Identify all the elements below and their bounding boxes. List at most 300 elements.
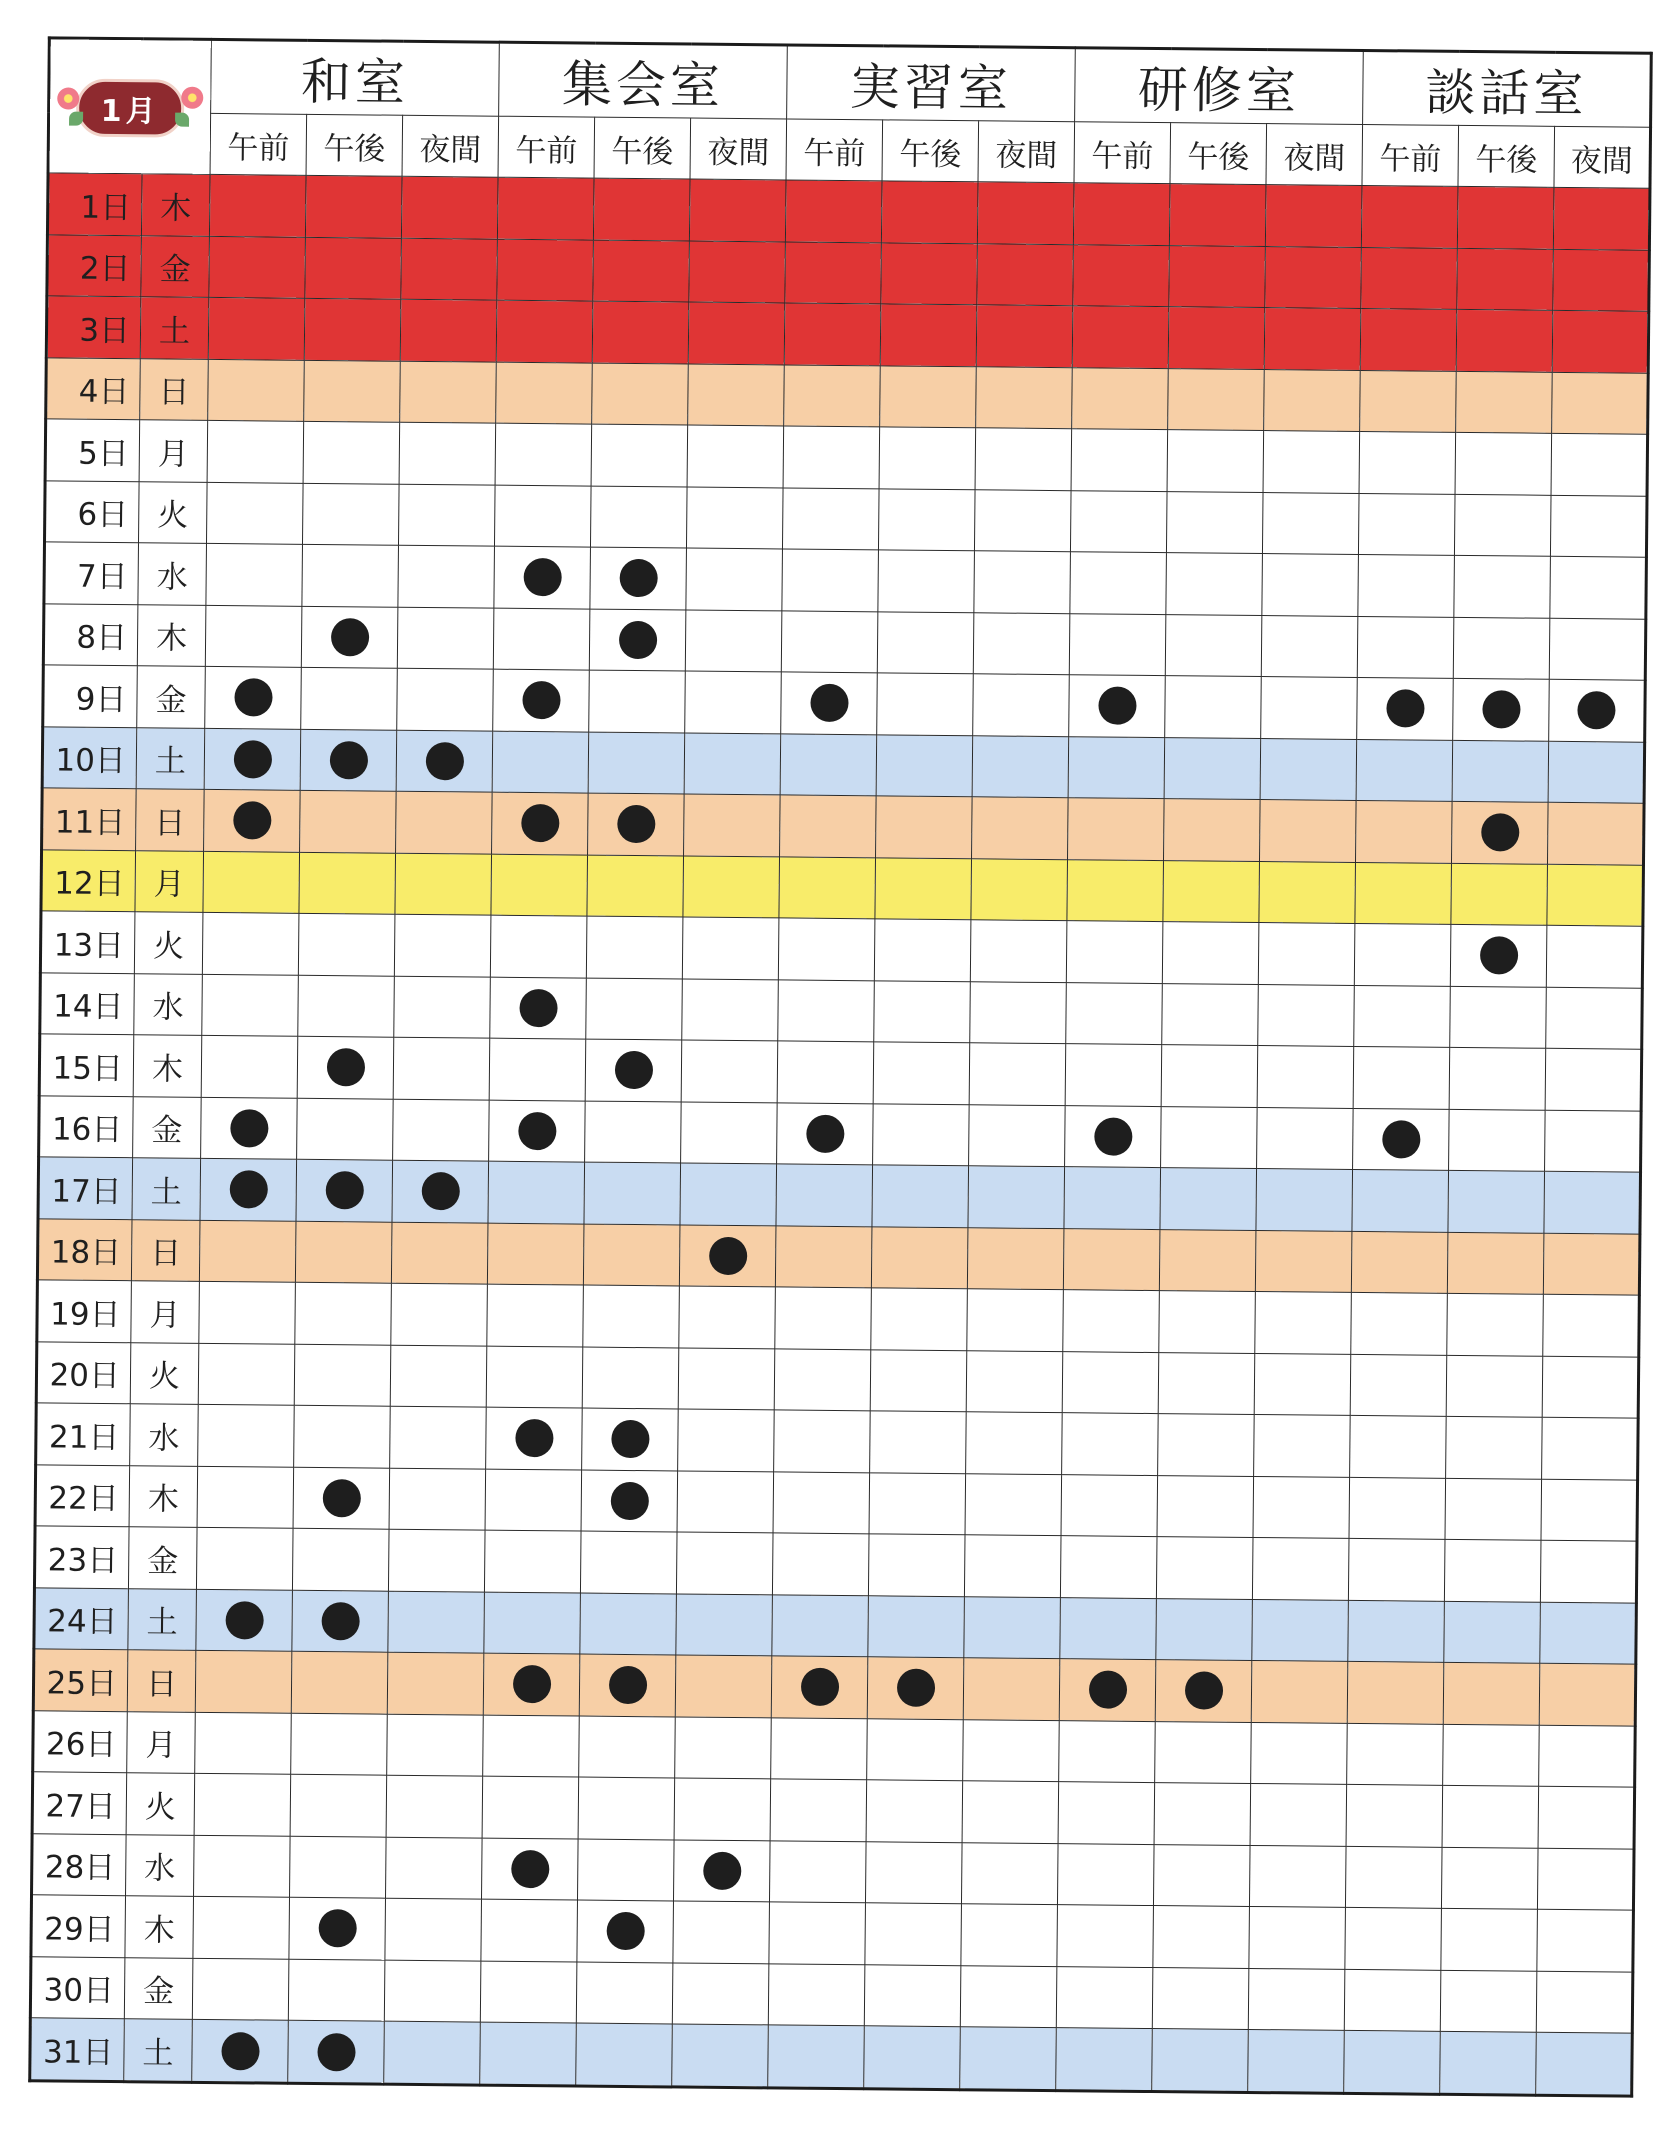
slot-cell[interactable]	[394, 914, 491, 976]
slot-cell[interactable]	[1446, 1355, 1543, 1417]
slot-cell[interactable]	[679, 1286, 776, 1348]
slot-cell[interactable]	[294, 1405, 391, 1467]
slot-cell[interactable]	[682, 917, 779, 979]
slot-cell[interactable]	[1061, 1474, 1158, 1536]
slot-cell[interactable]	[1056, 2028, 1153, 2092]
slot-cell[interactable]	[1254, 1415, 1351, 1477]
slot-cell[interactable]	[1258, 923, 1355, 985]
slot-cell[interactable]	[1456, 309, 1553, 371]
slot-cell[interactable]	[966, 1350, 1063, 1412]
slot-cell[interactable]	[868, 1595, 965, 1657]
slot-cell[interactable]	[970, 920, 1067, 982]
slot-cell[interactable]	[781, 672, 878, 734]
slot-cell[interactable]	[674, 1778, 771, 1840]
slot-cell[interactable]	[398, 484, 495, 546]
slot-cell[interactable]	[871, 1288, 968, 1350]
slot-cell[interactable]	[387, 1652, 484, 1714]
slot-cell[interactable]	[1060, 1597, 1157, 1659]
slot-cell[interactable]	[779, 856, 876, 918]
slot-cell[interactable]	[1154, 1844, 1251, 1906]
slot-cell[interactable]	[1164, 737, 1261, 799]
slot-cell[interactable]	[783, 487, 880, 549]
slot-cell[interactable]	[785, 180, 882, 242]
slot-cell[interactable]	[393, 1099, 490, 1161]
slot-cell[interactable]	[681, 1101, 778, 1163]
slot-cell[interactable]	[1360, 308, 1457, 370]
slot-cell[interactable]	[482, 1838, 579, 1900]
slot-cell[interactable]	[881, 242, 978, 304]
slot-cell[interactable]	[1537, 1909, 1634, 1971]
slot-cell[interactable]	[194, 1835, 291, 1897]
slot-cell[interactable]	[874, 980, 971, 1042]
slot-cell[interactable]	[975, 428, 1072, 490]
slot-cell[interactable]	[389, 1468, 486, 1530]
slot-cell[interactable]	[1361, 185, 1458, 247]
slot-cell[interactable]	[1155, 1721, 1252, 1783]
slot-cell[interactable]	[493, 608, 590, 670]
slot-cell[interactable]	[1059, 1720, 1156, 1782]
slot-cell[interactable]	[784, 364, 881, 426]
slot-cell[interactable]	[397, 668, 494, 730]
slot-cell[interactable]	[1250, 1845, 1347, 1907]
slot-cell[interactable]	[674, 1839, 771, 1901]
slot-cell[interactable]	[1449, 1109, 1546, 1171]
slot-cell[interactable]	[298, 913, 395, 975]
slot-cell[interactable]	[1539, 1663, 1636, 1725]
slot-cell[interactable]	[295, 1221, 392, 1283]
slot-cell[interactable]	[578, 1777, 675, 1839]
slot-cell[interactable]	[1168, 307, 1265, 369]
slot-cell[interactable]	[1553, 187, 1650, 249]
slot-cell[interactable]	[484, 1592, 581, 1654]
slot-cell[interactable]	[579, 1654, 676, 1716]
slot-cell[interactable]	[969, 1043, 1066, 1105]
slot-cell[interactable]	[784, 303, 881, 365]
slot-cell[interactable]	[976, 305, 1073, 367]
slot-cell[interactable]	[1538, 1848, 1635, 1910]
slot-cell[interactable]	[485, 1469, 582, 1531]
slot-cell[interactable]	[209, 236, 306, 298]
slot-cell[interactable]	[494, 546, 591, 608]
slot-cell[interactable]	[1161, 1106, 1258, 1168]
slot-cell[interactable]	[290, 1774, 387, 1836]
slot-cell[interactable]	[301, 606, 398, 668]
slot-cell[interactable]	[201, 1097, 298, 1159]
slot-cell[interactable]	[1251, 1722, 1348, 1784]
slot-cell[interactable]	[1452, 801, 1549, 863]
slot-cell[interactable]	[577, 1900, 674, 1962]
slot-cell[interactable]	[1356, 800, 1453, 862]
slot-cell[interactable]	[772, 1533, 869, 1595]
slot-cell[interactable]	[1355, 862, 1452, 924]
slot-cell[interactable]	[776, 1164, 873, 1226]
slot-cell[interactable]	[1359, 431, 1456, 493]
slot-cell[interactable]	[497, 239, 594, 301]
slot-cell[interactable]	[291, 1651, 388, 1713]
slot-cell[interactable]	[388, 1591, 485, 1653]
slot-cell[interactable]	[769, 1902, 866, 1964]
slot-cell[interactable]	[1553, 249, 1650, 311]
slot-cell[interactable]	[963, 1719, 1060, 1781]
slot-cell[interactable]	[973, 612, 1070, 674]
slot-cell[interactable]	[206, 482, 303, 544]
slot-cell[interactable]	[780, 733, 877, 795]
slot-cell[interactable]	[867, 1657, 964, 1719]
slot-cell[interactable]	[305, 237, 402, 299]
slot-cell[interactable]	[490, 977, 587, 1039]
slot-cell[interactable]	[492, 792, 589, 854]
slot-cell[interactable]	[592, 301, 689, 363]
slot-cell[interactable]	[400, 299, 497, 361]
slot-cell[interactable]	[480, 2022, 577, 2086]
slot-cell[interactable]	[676, 1593, 773, 1655]
slot-cell[interactable]	[1549, 618, 1646, 680]
slot-cell[interactable]	[774, 1410, 871, 1472]
slot-cell[interactable]	[580, 1593, 677, 1655]
slot-cell[interactable]	[1352, 1169, 1449, 1231]
slot-cell[interactable]	[1251, 1660, 1348, 1722]
slot-cell[interactable]	[490, 915, 587, 977]
slot-cell[interactable]	[682, 978, 779, 1040]
slot-cell[interactable]	[1454, 555, 1551, 617]
slot-cell[interactable]	[681, 1040, 778, 1102]
slot-cell[interactable]	[1351, 1292, 1448, 1354]
slot-cell[interactable]	[1253, 1476, 1350, 1538]
slot-cell[interactable]	[971, 858, 1068, 920]
slot-cell[interactable]	[1158, 1352, 1255, 1414]
slot-cell[interactable]	[1072, 367, 1169, 429]
slot-cell[interactable]	[578, 1839, 675, 1901]
slot-cell[interactable]	[388, 1529, 485, 1591]
slot-cell[interactable]	[768, 2025, 865, 2089]
slot-cell[interactable]	[683, 855, 780, 917]
slot-cell[interactable]	[487, 1284, 584, 1346]
slot-cell[interactable]	[1168, 368, 1265, 430]
slot-cell[interactable]	[1540, 1540, 1637, 1602]
slot-cell[interactable]	[771, 1656, 868, 1718]
slot-cell[interactable]	[1455, 494, 1552, 556]
slot-cell[interactable]	[1256, 1169, 1353, 1231]
slot-cell[interactable]	[972, 735, 1069, 797]
slot-cell[interactable]	[1255, 1230, 1352, 1292]
slot-cell[interactable]	[866, 1841, 963, 1903]
slot-cell[interactable]	[876, 734, 973, 796]
slot-cell[interactable]	[1350, 1415, 1447, 1477]
slot-cell[interactable]	[864, 2026, 961, 2090]
slot-cell[interactable]	[1541, 1479, 1638, 1541]
slot-cell[interactable]	[300, 729, 397, 791]
slot-cell[interactable]	[199, 1281, 296, 1343]
slot-cell[interactable]	[782, 549, 879, 611]
slot-cell[interactable]	[679, 1224, 776, 1286]
slot-cell[interactable]	[675, 1716, 772, 1778]
slot-cell[interactable]	[1166, 491, 1263, 553]
slot-cell[interactable]	[675, 1655, 772, 1717]
slot-cell[interactable]	[299, 852, 396, 914]
slot-cell[interactable]	[866, 1780, 963, 1842]
slot-cell[interactable]	[482, 1776, 579, 1838]
slot-cell[interactable]	[290, 1836, 387, 1898]
slot-cell[interactable]	[395, 853, 492, 915]
slot-cell[interactable]	[673, 1901, 770, 1963]
slot-cell[interactable]	[1070, 552, 1167, 614]
slot-cell[interactable]	[1071, 429, 1168, 491]
slot-cell[interactable]	[1059, 1659, 1156, 1721]
slot-cell[interactable]	[1154, 1783, 1251, 1845]
slot-cell[interactable]	[1071, 490, 1168, 552]
slot-cell[interactable]	[496, 362, 593, 424]
slot-cell[interactable]	[1542, 1356, 1639, 1418]
slot-cell[interactable]	[291, 1713, 388, 1775]
slot-cell[interactable]	[878, 488, 975, 550]
slot-cell[interactable]	[869, 1472, 966, 1534]
slot-cell[interactable]	[208, 359, 305, 421]
slot-cell[interactable]	[873, 1042, 970, 1104]
slot-cell[interactable]	[198, 1404, 295, 1466]
slot-cell[interactable]	[1056, 1966, 1153, 2028]
slot-cell[interactable]	[1264, 308, 1361, 370]
slot-cell[interactable]	[580, 1531, 677, 1593]
slot-cell[interactable]	[1442, 1847, 1539, 1909]
slot-cell[interactable]	[1067, 859, 1164, 921]
slot-cell[interactable]	[977, 243, 1074, 305]
slot-cell[interactable]	[1265, 246, 1362, 308]
slot-cell[interactable]	[292, 1528, 389, 1590]
slot-cell[interactable]	[1548, 741, 1645, 803]
slot-cell[interactable]	[1066, 982, 1163, 1044]
slot-cell[interactable]	[391, 1283, 488, 1345]
slot-cell[interactable]	[390, 1345, 487, 1407]
slot-cell[interactable]	[196, 1527, 293, 1589]
slot-cell[interactable]	[1356, 739, 1453, 801]
slot-cell[interactable]	[1453, 617, 1550, 679]
slot-cell[interactable]	[781, 610, 878, 672]
slot-cell[interactable]	[1543, 1294, 1640, 1356]
slot-cell[interactable]	[1249, 1906, 1346, 1968]
slot-cell[interactable]	[1064, 1167, 1161, 1229]
slot-cell[interactable]	[304, 360, 401, 422]
slot-cell[interactable]	[289, 1897, 386, 1959]
slot-cell[interactable]	[972, 797, 1069, 859]
slot-cell[interactable]	[1349, 1477, 1446, 1539]
slot-cell[interactable]	[301, 667, 398, 729]
slot-cell[interactable]	[1152, 1967, 1249, 2029]
slot-cell[interactable]	[880, 304, 977, 366]
slot-cell[interactable]	[1162, 922, 1259, 984]
slot-cell[interactable]	[870, 1349, 967, 1411]
slot-cell[interactable]	[1065, 1105, 1162, 1167]
slot-cell[interactable]	[386, 1837, 483, 1899]
slot-cell[interactable]	[974, 551, 1071, 613]
slot-cell[interactable]	[1248, 2029, 1345, 2093]
slot-cell[interactable]	[293, 1467, 390, 1529]
slot-cell[interactable]	[1448, 1170, 1545, 1232]
slot-cell[interactable]	[582, 1408, 679, 1470]
slot-cell[interactable]	[385, 1898, 482, 1960]
slot-cell[interactable]	[1549, 679, 1646, 741]
slot-cell[interactable]	[1263, 431, 1360, 493]
slot-cell[interactable]	[1261, 677, 1358, 739]
slot-cell[interactable]	[1167, 430, 1264, 492]
slot-cell[interactable]	[1058, 1782, 1155, 1844]
slot-cell[interactable]	[876, 796, 973, 858]
slot-cell[interactable]	[973, 674, 1070, 736]
slot-cell[interactable]	[1164, 799, 1261, 861]
slot-cell[interactable]	[1453, 678, 1550, 740]
slot-cell[interactable]	[1354, 923, 1451, 985]
slot-cell[interactable]	[1250, 1783, 1347, 1845]
slot-cell[interactable]	[1361, 247, 1458, 309]
slot-cell[interactable]	[589, 670, 686, 732]
slot-cell[interactable]	[780, 795, 877, 857]
slot-cell[interactable]	[686, 487, 783, 549]
slot-cell[interactable]	[870, 1411, 967, 1473]
slot-cell[interactable]	[964, 1596, 1061, 1658]
slot-cell[interactable]	[1163, 860, 1260, 922]
slot-cell[interactable]	[1545, 1048, 1642, 1110]
slot-cell[interactable]	[588, 793, 685, 855]
slot-cell[interactable]	[196, 1589, 293, 1651]
slot-cell[interactable]	[872, 1165, 969, 1227]
slot-cell[interactable]	[1441, 1908, 1538, 1970]
slot-cell[interactable]	[677, 1470, 774, 1532]
slot-cell[interactable]	[398, 545, 495, 607]
slot-cell[interactable]	[778, 918, 875, 980]
slot-cell[interactable]	[586, 916, 683, 978]
slot-cell[interactable]	[1552, 310, 1649, 372]
slot-cell[interactable]	[588, 732, 685, 794]
slot-cell[interactable]	[1157, 1475, 1254, 1537]
slot-cell[interactable]	[775, 1225, 872, 1287]
slot-cell[interactable]	[497, 177, 594, 239]
slot-cell[interactable]	[496, 300, 593, 362]
slot-cell[interactable]	[208, 297, 305, 359]
slot-cell[interactable]	[1357, 616, 1454, 678]
slot-cell[interactable]	[1066, 921, 1163, 983]
slot-cell[interactable]	[970, 981, 1067, 1043]
slot-cell[interactable]	[688, 364, 785, 426]
slot-cell[interactable]	[773, 1471, 870, 1533]
slot-cell[interactable]	[202, 912, 299, 974]
slot-cell[interactable]	[1457, 248, 1554, 310]
slot-cell[interactable]	[401, 238, 498, 300]
slot-cell[interactable]	[1073, 244, 1170, 306]
slot-cell[interactable]	[303, 421, 400, 483]
slot-cell[interactable]	[1065, 1044, 1162, 1106]
slot-cell[interactable]	[968, 1166, 1065, 1228]
slot-cell[interactable]	[586, 978, 683, 1040]
slot-cell[interactable]	[873, 1103, 970, 1165]
slot-cell[interactable]	[1262, 492, 1359, 554]
slot-cell[interactable]	[1155, 1660, 1252, 1722]
slot-cell[interactable]	[965, 1473, 1062, 1535]
slot-cell[interactable]	[1073, 183, 1170, 245]
slot-cell[interactable]	[960, 1965, 1057, 2027]
slot-cell[interactable]	[1440, 2031, 1537, 2095]
slot-cell[interactable]	[202, 974, 299, 1036]
slot-cell[interactable]	[193, 1896, 290, 1958]
slot-cell[interactable]	[1446, 1416, 1543, 1478]
slot-cell[interactable]	[1166, 553, 1263, 615]
slot-cell[interactable]	[1156, 1537, 1253, 1599]
slot-cell[interactable]	[768, 1963, 865, 2025]
slot-cell[interactable]	[484, 1530, 581, 1592]
slot-cell[interactable]	[1152, 2029, 1249, 2093]
slot-cell[interactable]	[194, 1773, 291, 1835]
slot-cell[interactable]	[294, 1344, 391, 1406]
slot-cell[interactable]	[877, 611, 974, 673]
slot-cell[interactable]	[483, 1653, 580, 1715]
slot-cell[interactable]	[1538, 1786, 1635, 1848]
slot-cell[interactable]	[192, 1958, 289, 2020]
slot-cell[interactable]	[582, 1347, 679, 1409]
slot-cell[interactable]	[198, 1343, 295, 1405]
slot-cell[interactable]	[576, 1962, 673, 2024]
slot-cell[interactable]	[1258, 984, 1355, 1046]
slot-cell[interactable]	[1345, 1907, 1442, 1969]
slot-cell[interactable]	[384, 2021, 481, 2085]
slot-cell[interactable]	[1451, 863, 1548, 925]
slot-cell[interactable]	[1063, 1228, 1160, 1290]
slot-cell[interactable]	[1546, 925, 1643, 987]
slot-cell[interactable]	[391, 1222, 488, 1284]
slot-cell[interactable]	[1159, 1291, 1256, 1353]
slot-cell[interactable]	[576, 2023, 673, 2087]
slot-cell[interactable]	[390, 1406, 487, 1468]
slot-cell[interactable]	[1552, 372, 1649, 434]
slot-cell[interactable]	[292, 1590, 389, 1652]
slot-cell[interactable]	[298, 975, 395, 1037]
slot-cell[interactable]	[585, 1039, 682, 1101]
slot-cell[interactable]	[206, 543, 303, 605]
slot-cell[interactable]	[777, 1041, 874, 1103]
slot-cell[interactable]	[305, 175, 402, 237]
slot-cell[interactable]	[585, 1101, 682, 1163]
slot-cell[interactable]	[392, 1160, 489, 1222]
slot-cell[interactable]	[1548, 802, 1645, 864]
slot-cell[interactable]	[581, 1470, 678, 1532]
slot-cell[interactable]	[491, 854, 588, 916]
slot-cell[interactable]	[304, 298, 401, 360]
slot-cell[interactable]	[207, 420, 304, 482]
slot-cell[interactable]	[297, 1036, 394, 1098]
slot-cell[interactable]	[1346, 1846, 1443, 1908]
slot-cell[interactable]	[1160, 1168, 1257, 1230]
slot-cell[interactable]	[1072, 306, 1169, 368]
slot-cell[interactable]	[1264, 369, 1361, 431]
slot-cell[interactable]	[486, 1407, 583, 1469]
slot-cell[interactable]	[1357, 677, 1454, 739]
slot-cell[interactable]	[969, 1104, 1066, 1166]
slot-cell[interactable]	[1159, 1229, 1256, 1291]
slot-cell[interactable]	[770, 1840, 867, 1902]
slot-cell[interactable]	[1069, 613, 1166, 675]
slot-cell[interactable]	[974, 489, 1071, 551]
slot-cell[interactable]	[1060, 1536, 1157, 1598]
slot-cell[interactable]	[1442, 1785, 1539, 1847]
slot-cell[interactable]	[295, 1282, 392, 1344]
slot-cell[interactable]	[1069, 675, 1166, 737]
slot-cell[interactable]	[1257, 1046, 1354, 1108]
slot-cell[interactable]	[1550, 556, 1647, 618]
slot-cell[interactable]	[874, 919, 971, 981]
slot-cell[interactable]	[689, 179, 786, 241]
slot-cell[interactable]	[1068, 736, 1165, 798]
slot-cell[interactable]	[197, 1466, 294, 1528]
slot-cell[interactable]	[772, 1594, 869, 1656]
slot-cell[interactable]	[785, 241, 882, 303]
slot-cell[interactable]	[1449, 1047, 1546, 1109]
